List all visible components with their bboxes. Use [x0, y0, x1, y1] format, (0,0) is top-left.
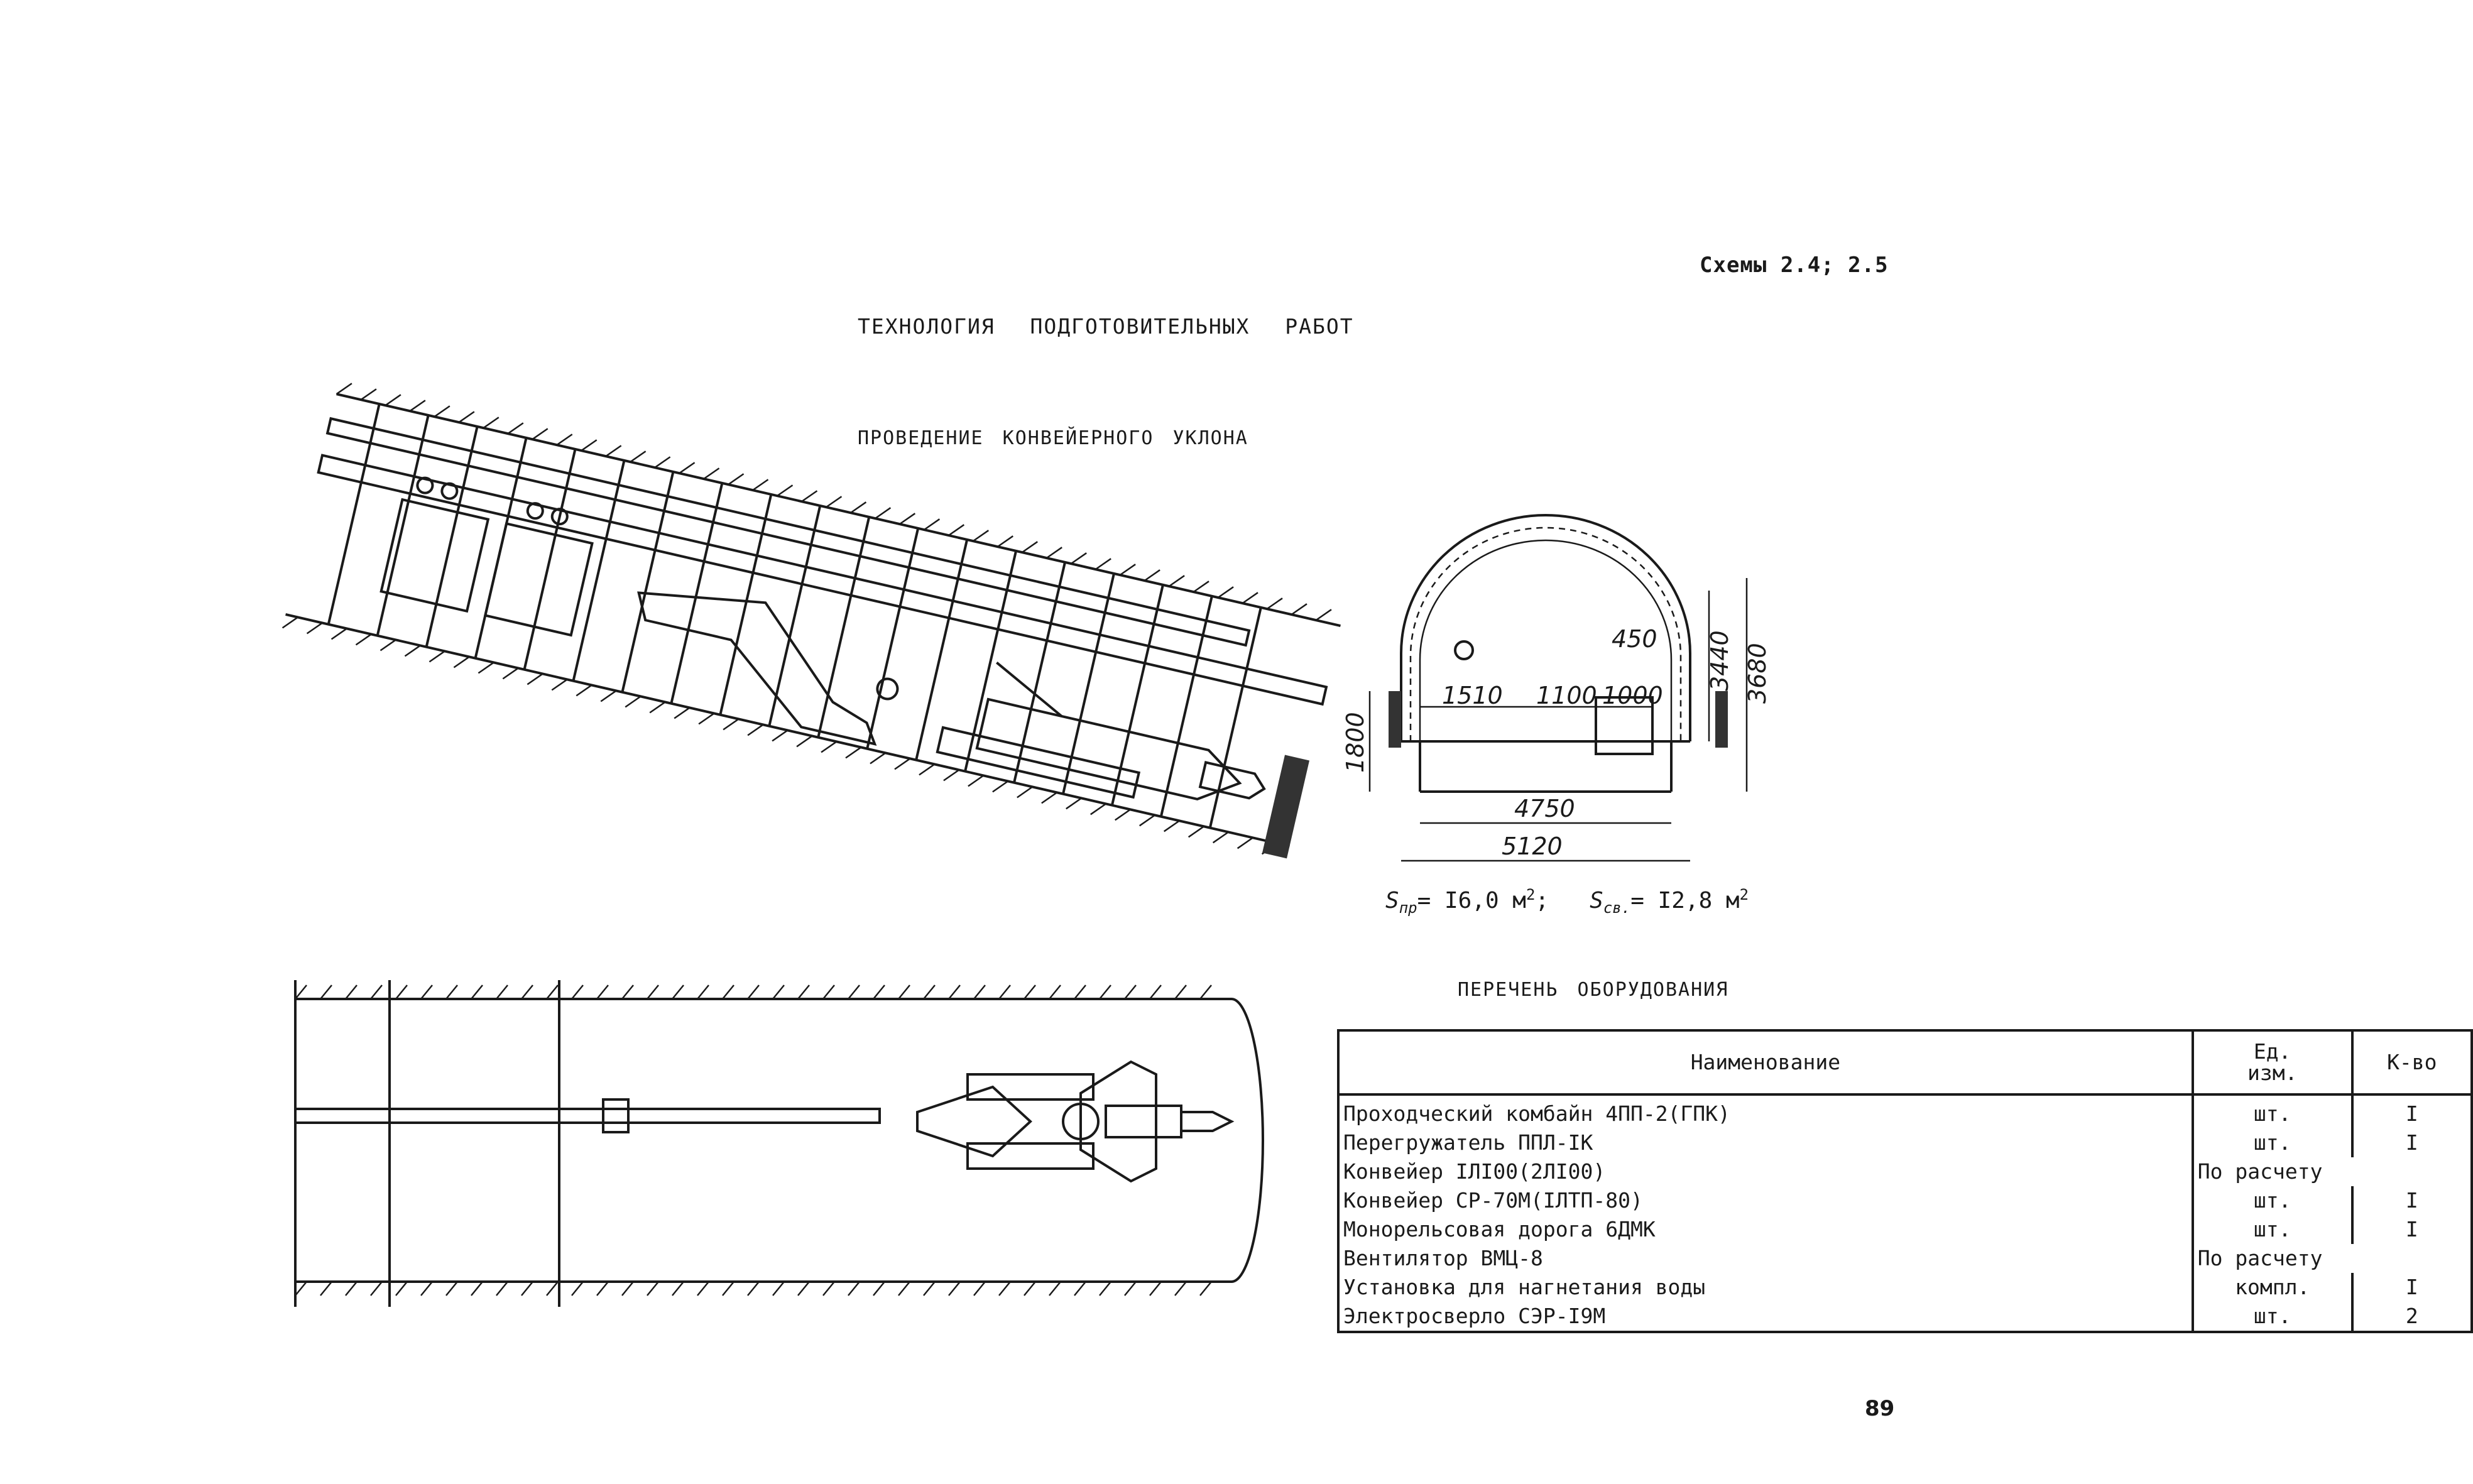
plan-face [1231, 999, 1263, 1282]
row-unit: шт. [2193, 1128, 2352, 1157]
row-unit: компл. [2193, 1273, 2352, 1302]
dim-top-offset: 450 [1612, 625, 1657, 653]
dim-width-outer: 5120 [1502, 832, 1563, 860]
rock-face [1262, 755, 1309, 858]
row-name: Установка для нагнетания воды [1338, 1273, 2193, 1302]
header-qty: К-во [2352, 1030, 2472, 1094]
equipment-list-title: ПЕРЕЧЕНЬ ОБОРУДОВАНИЯ [1458, 979, 1729, 1001]
table-row [1338, 1128, 2472, 1157]
table-row [1338, 1302, 2472, 1332]
row-name: Перегружатель ППЛ-IК [1338, 1128, 2193, 1157]
row-unit: шт. [2193, 1094, 2352, 1128]
page-title: ТЕХНОЛОГИЯ ПОДГОТОВИТЕЛЬНЫХ РАБОТ [858, 314, 1354, 339]
dim-height-side: 1800 [1341, 712, 1369, 773]
floor-base [1420, 741, 1671, 792]
row-name: Вентилятор ВМЦ-8 [1338, 1244, 2193, 1273]
row-name: Проходческий комбайн 4ПП-2(ГПК) [1338, 1094, 2193, 1128]
cross-section-drawing [1341, 540, 1803, 892]
row-unit: шт. [2193, 1215, 2352, 1244]
dim-height-inner: 3440 [1706, 630, 1733, 691]
row-qty: I [2352, 1094, 2472, 1128]
row-unit: шт. [2193, 1302, 2352, 1332]
wagon-2 [485, 523, 592, 635]
plan-conveyor [295, 1109, 880, 1123]
row-name: Монорельсовая дорога 6ДМК [1338, 1215, 2193, 1244]
row-name: Конвейер IЛI00(2ЛI00) [1338, 1157, 2193, 1186]
dim-width-mid: 1100 [1536, 682, 1597, 709]
plan-view-drawing [289, 968, 1307, 1319]
table-header-row [1338, 1030, 2472, 1094]
row-qty: I [2352, 1186, 2472, 1215]
page-number: 89 [1865, 1396, 1895, 1421]
cable-bracket [1715, 691, 1728, 748]
row-unit: шт. [2193, 1186, 2352, 1215]
row-merged: По расчету [2193, 1244, 2472, 1273]
row-merged: По расчету [2193, 1157, 2472, 1186]
row-qty: I [2352, 1128, 2472, 1157]
rock-hatch-top [337, 381, 1344, 626]
row-name: Электросверло СЭР-I9М [1338, 1302, 2193, 1332]
dim-width-inner: 4750 [1514, 795, 1575, 822]
scheme-label: Схемы 2.4; 2.5 [1700, 253, 1889, 278]
table-row [1338, 1215, 2472, 1244]
header-unit: Ед. изм. [2193, 1030, 2352, 1094]
conveyor-belt [319, 456, 1326, 704]
side-view-drawing [276, 434, 1357, 886]
table-row [1338, 1244, 2472, 1273]
dim-width-left: 1510 [1442, 682, 1503, 709]
plan-section-lines [295, 980, 559, 1307]
area-formula: $S_{пр}= I6,0$ $м^2$; $S_{св.}= I2,8$ $м^2$ [1385, 886, 1749, 917]
table-row [1338, 1186, 2472, 1215]
row-qty: I [2352, 1273, 2472, 1302]
dim-width-right: 1000 [1602, 682, 1663, 709]
dim-height-total: 3680 [1744, 643, 1771, 704]
row-qty: 2 [2352, 1302, 2472, 1332]
plan-hatch-top [295, 985, 1231, 999]
header-name: Наименование [1338, 1030, 2193, 1094]
plan-combine [917, 1062, 1231, 1181]
table-row [1338, 1273, 2472, 1302]
tunneling-combine [618, 574, 1280, 831]
row-qty: I [2352, 1215, 2472, 1244]
table-row [1338, 1094, 2472, 1128]
plan-hatch-bottom [295, 1282, 1231, 1296]
row-name: Конвейер СР-70М(IЛТП-80) [1338, 1186, 2193, 1215]
section-title: ПРОВЕДЕНИЕ КОНВЕЙЕРНОГО УКЛОНА [858, 427, 1248, 449]
table-row [1338, 1157, 2472, 1186]
equipment-table [1337, 1029, 2473, 1333]
